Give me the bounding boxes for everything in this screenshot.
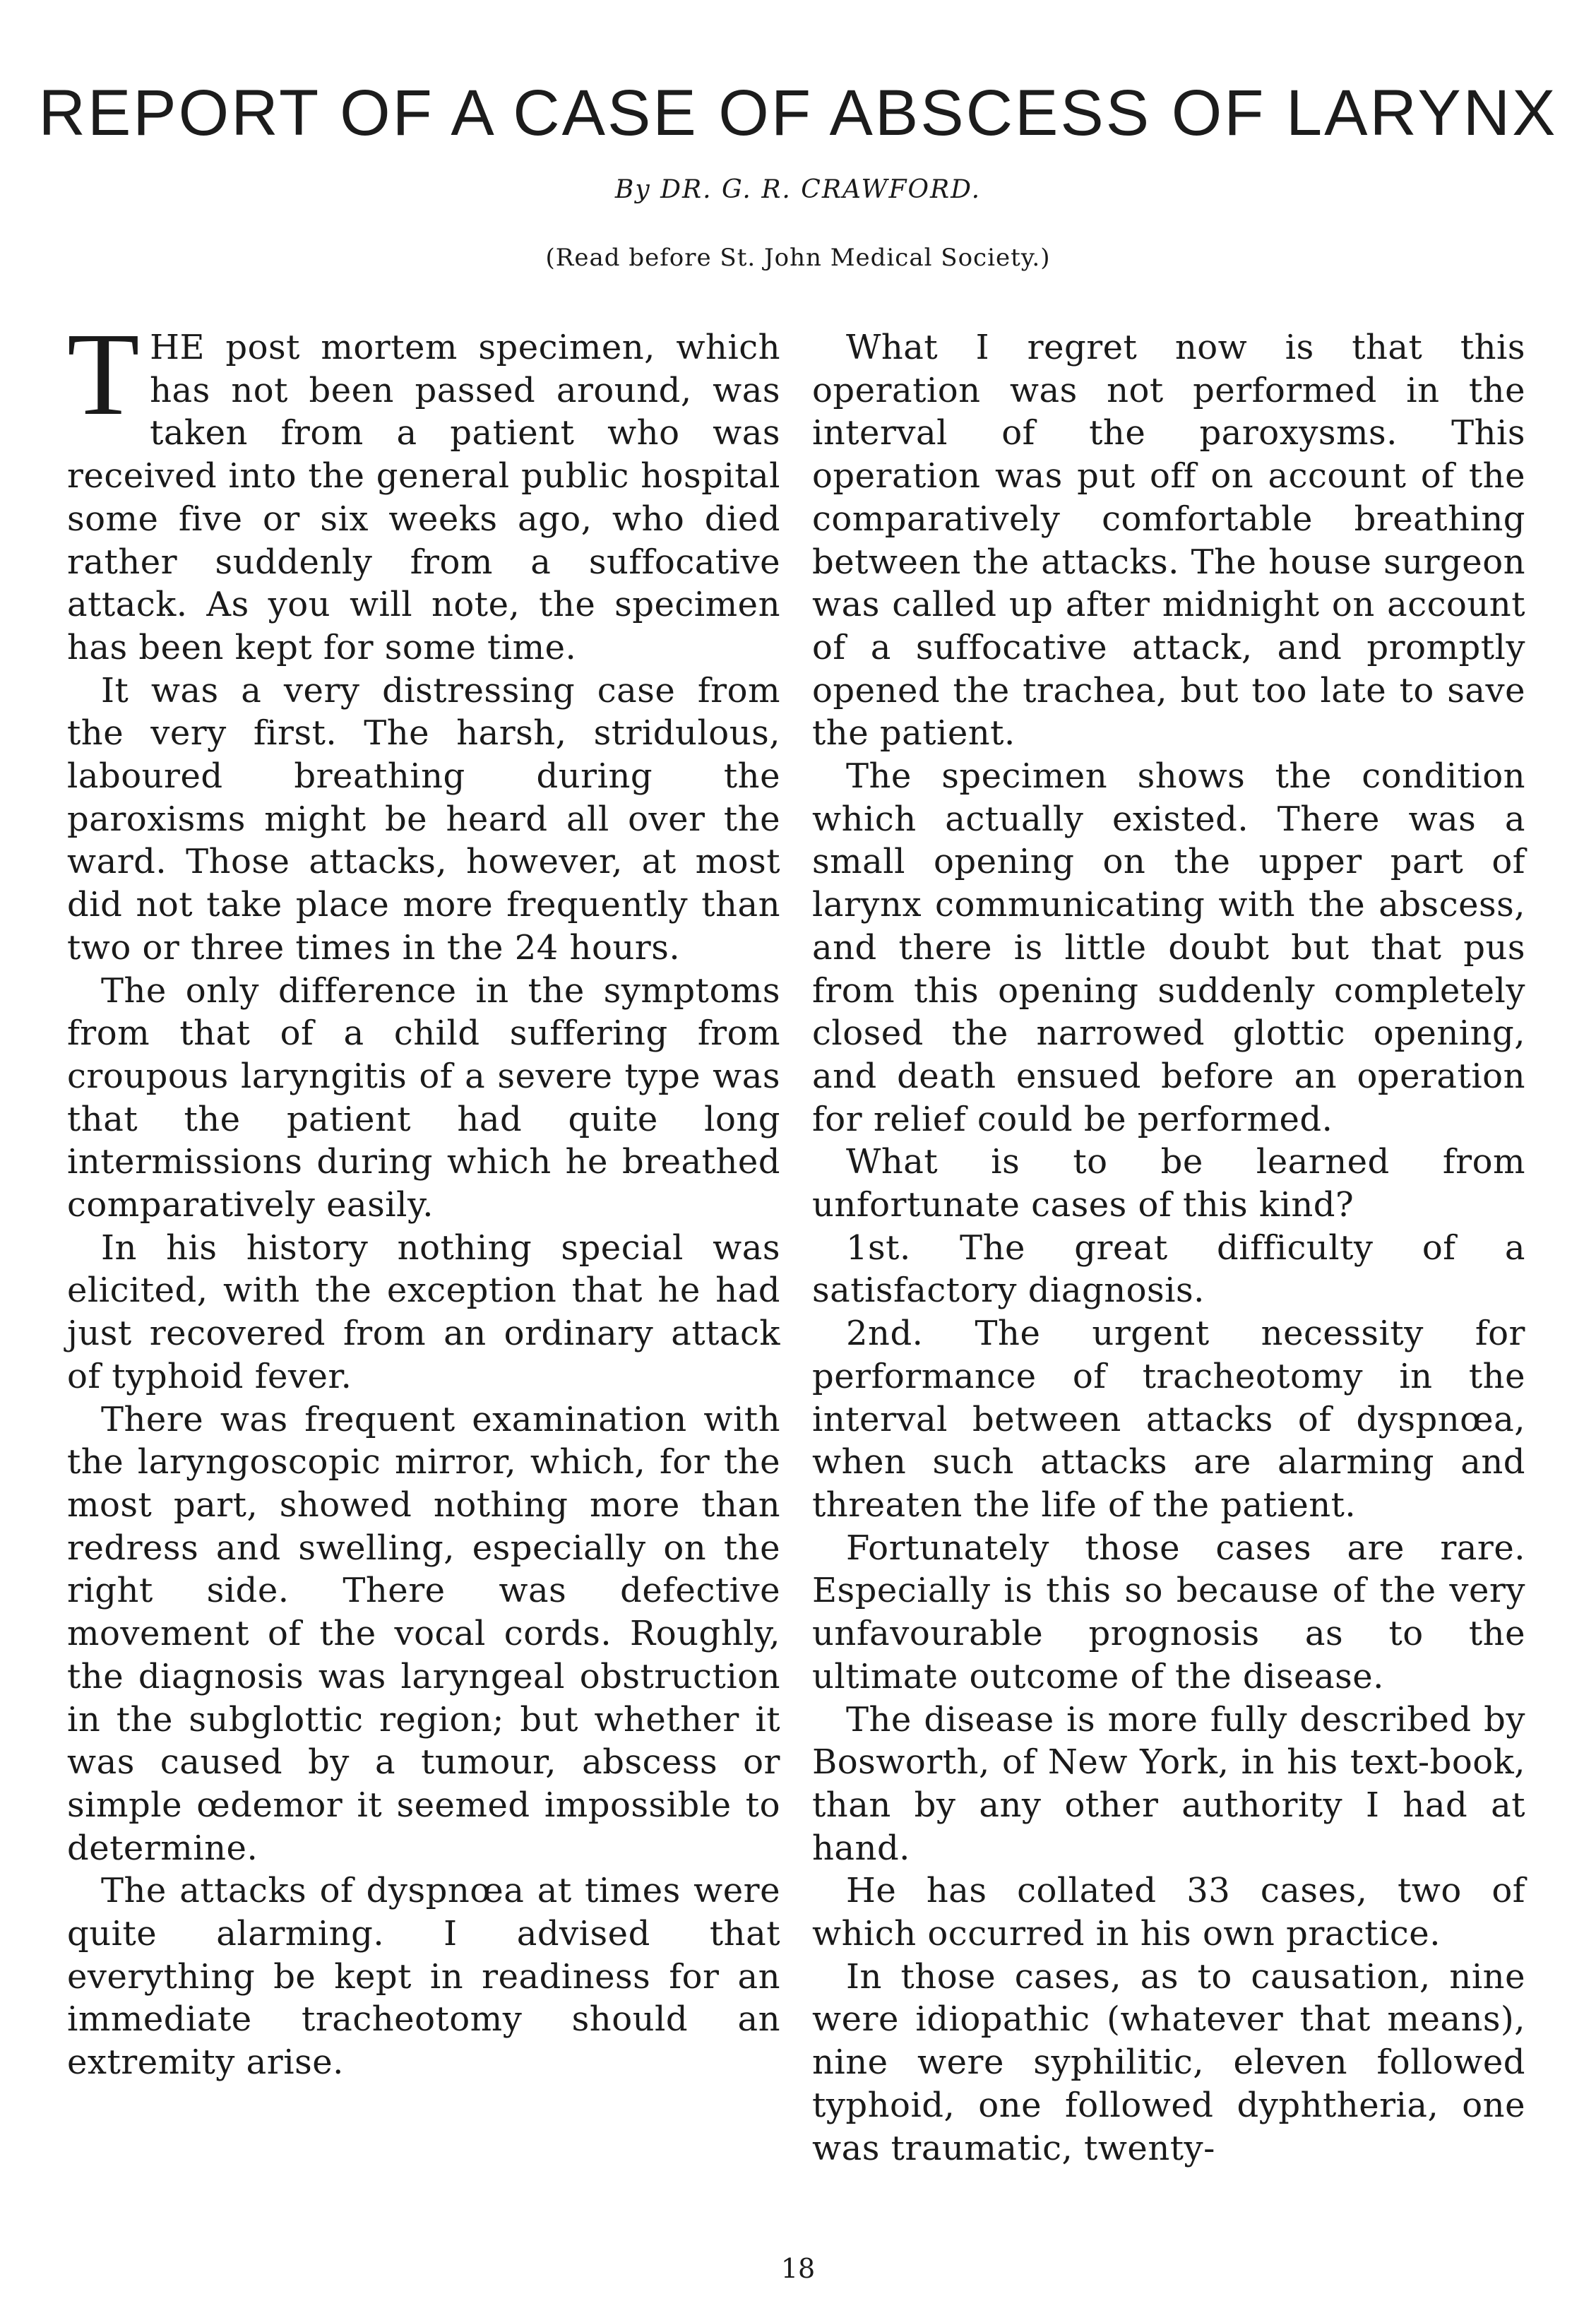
article-byline: By DR. G. R. CRAWFORD. xyxy=(614,175,982,204)
left-paragraph-1-text: HE post mortem specimen, which has not been passed around, was taken from a patient who was received into the general public hospital some five or six weeks ago, who died rather suddenly from a suffocative attack. As you will note, the specimen has been kept for some time. xyxy=(67,328,780,667)
read-note: (Read before St. John Medical Society.) xyxy=(545,244,1051,272)
left-column xyxy=(67,309,780,2084)
right-paragraph-9: In those cases, as to causation, nine were idiopathic (whatever that means), nine were syphilitic, eleven followed typhoid, one followed dyphtheria, one was traumatic, twenty- xyxy=(812,1956,1525,2168)
left-paragraph-3: The only difference in the symptoms from that of a child suffering from croupous laryngitis of a severe type was that the patient had quite long intermissions during which he breathed comparatively easily. xyxy=(67,970,780,1225)
right-paragraph-1: What I regret now is that this operation was not performed in the interval of the paroxysms. This operation was put off on account of the comparatively comfortable breathing between the attacks. The house surgeon was called up after midnight on account of a suffocative attack, and promptly opened the trachea, but too late to save the patient. xyxy=(812,328,1525,754)
left-paragraph-5: There was frequent examination with the laryngoscopic mirror, which, for the most part, showed nothing more than redress and swelling, especially on the right side. There was defective movement of the vocal cords. Roughly, the diagnosis was laryngeal obstruction in the subglottic region; but whether it was caused by a tumour, abscess or simple œdemor it seemed impossible to determine. xyxy=(67,1399,780,1868)
page-number: 18 xyxy=(780,2253,816,2284)
right-paragraph-3: What is to be learned from unfortunate cases of this kind? xyxy=(812,1142,1525,1225)
right-paragraph-8: He has collated 33 cases, two of which occurred in his own practice. xyxy=(812,1871,1525,1954)
right-paragraph-4: 1st. The great difficulty of a satisfactory diagnosis. xyxy=(812,1227,1525,1311)
left-paragraph-2: It was a very distressing case from the very first. The harsh, stridulous, laboured breathing during the paroxisms might be heard all over the ward. Those attacks, however, at most did not take place more frequently than two or three times in the 24 hours. xyxy=(67,670,780,968)
drop-cap: T xyxy=(67,309,141,440)
right-paragraph-5: 2nd. The urgent necessity for performance of tracheotomy in the interval between attacks of dyspnœa, when such attacks are alarming and threaten the life of the patient. xyxy=(812,1314,1525,1525)
left-paragraph-4: In his history nothing special was elicited, with the exception that he had just recovered from an ordinary attack of typhoid fever. xyxy=(67,1227,780,1396)
left-paragraph-6: The attacks of dyspnœa at times were quite alarming. I advised that everything be kept in readiness for an immediate tracheotomy should an extremity arise. xyxy=(67,1871,780,2083)
right-column xyxy=(812,326,1525,2170)
left-paragraph-1 xyxy=(67,309,780,670)
article-title: REPORT OF A CASE OF ABSCESS OF LARYNX xyxy=(38,77,1558,149)
right-paragraph-6: Fortunately those cases are rare. Especially is this so because of the very unfavourable prognosis as to the ultimate outcome of the disease. xyxy=(812,1528,1525,1696)
right-paragraph-7: The disease is more fully described by Bosworth, of New York, in his text-book, than by any other authority I had at hand. xyxy=(812,1699,1525,1868)
right-paragraph-2: The specimen shows the condition which actually existed. There was a small opening on the upper part of larynx communicating with the abscess, and there is little doubt but that pus from this opening suddenly completely closed the narrowed glottic opening, and death ensued before an operation for relief could be performed. xyxy=(812,756,1525,1139)
